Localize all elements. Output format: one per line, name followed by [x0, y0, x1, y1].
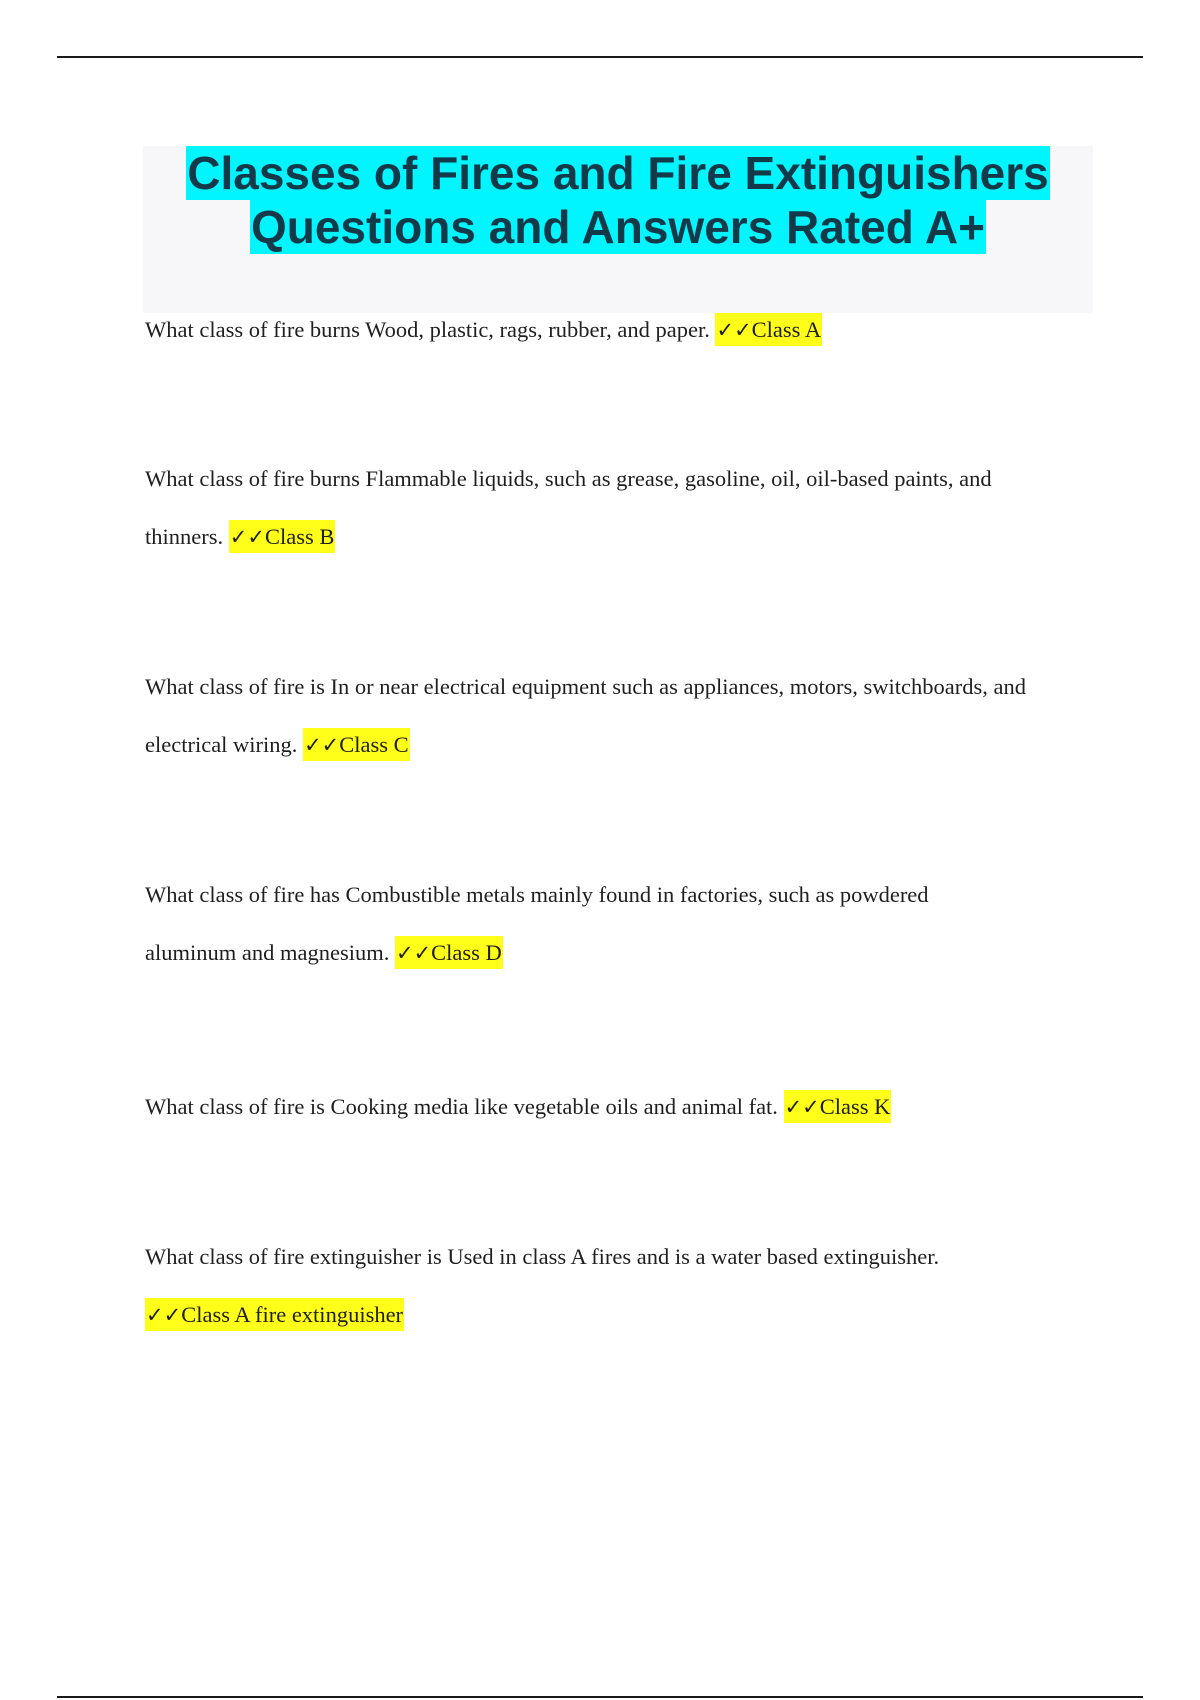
answer-text: Class K — [819, 1094, 891, 1119]
answer-text: Class B — [264, 524, 335, 549]
header-rule — [57, 56, 1143, 58]
document-title-line-1: Classes of Fires and Fire Extinguishers — [187, 147, 1049, 199]
answer-highlight — [303, 728, 410, 761]
question-text: What class of fire burns Wood, plastic, rags, rubber, and paper. — [145, 317, 710, 342]
answer-text: Class A fire extinguisher — [181, 1302, 404, 1327]
qa-item-6 — [145, 1228, 1025, 1344]
check-icon: ✓✓ — [229, 525, 265, 549]
qa-item-2 — [145, 450, 1075, 566]
title-block — [143, 146, 1093, 313]
check-icon: ✓✓ — [784, 1095, 820, 1119]
check-icon: ✓✓ — [146, 1303, 182, 1327]
qa-item-4 — [145, 866, 1005, 982]
answer-text: Class C — [339, 732, 409, 757]
footer-rule — [57, 1696, 1143, 1698]
document-title-line-2: Questions and Answers Rated A+ — [250, 201, 986, 253]
answer-highlight — [715, 313, 822, 346]
answer-text: Class D — [431, 940, 502, 965]
check-icon: ✓✓ — [304, 733, 340, 757]
answer-text: Class A — [751, 317, 822, 342]
check-icon: ✓✓ — [395, 941, 432, 965]
question-text: What class of fire is Cooking media like vegetable oils and animal fat. — [145, 1094, 778, 1119]
qa-item-5 — [145, 1078, 1085, 1136]
question-text: What class of fire extinguisher is Used in class A fires and is a water based extinguisher. — [145, 1244, 940, 1269]
answer-highlight — [145, 1298, 404, 1331]
check-icon: ✓✓ — [716, 318, 752, 342]
question-text: What class of fire has Combustible metals mainly found in factories, such as powdered aluminum and magnesium. — [145, 882, 929, 965]
qa-item-3 — [145, 658, 1075, 774]
answer-highlight — [395, 936, 503, 969]
answer-highlight — [229, 520, 336, 553]
qa-item-1 — [145, 301, 1085, 359]
answer-highlight — [784, 1090, 892, 1123]
question-text: What class of fire burns Flammable liquids, such as grease, gasoline, oil, oil-based paints, and thinners. — [145, 466, 992, 549]
question-text: What class of fire is In or near electrical equipment such as appliances, motors, switchboards, and electrical wiring. — [145, 674, 1026, 757]
